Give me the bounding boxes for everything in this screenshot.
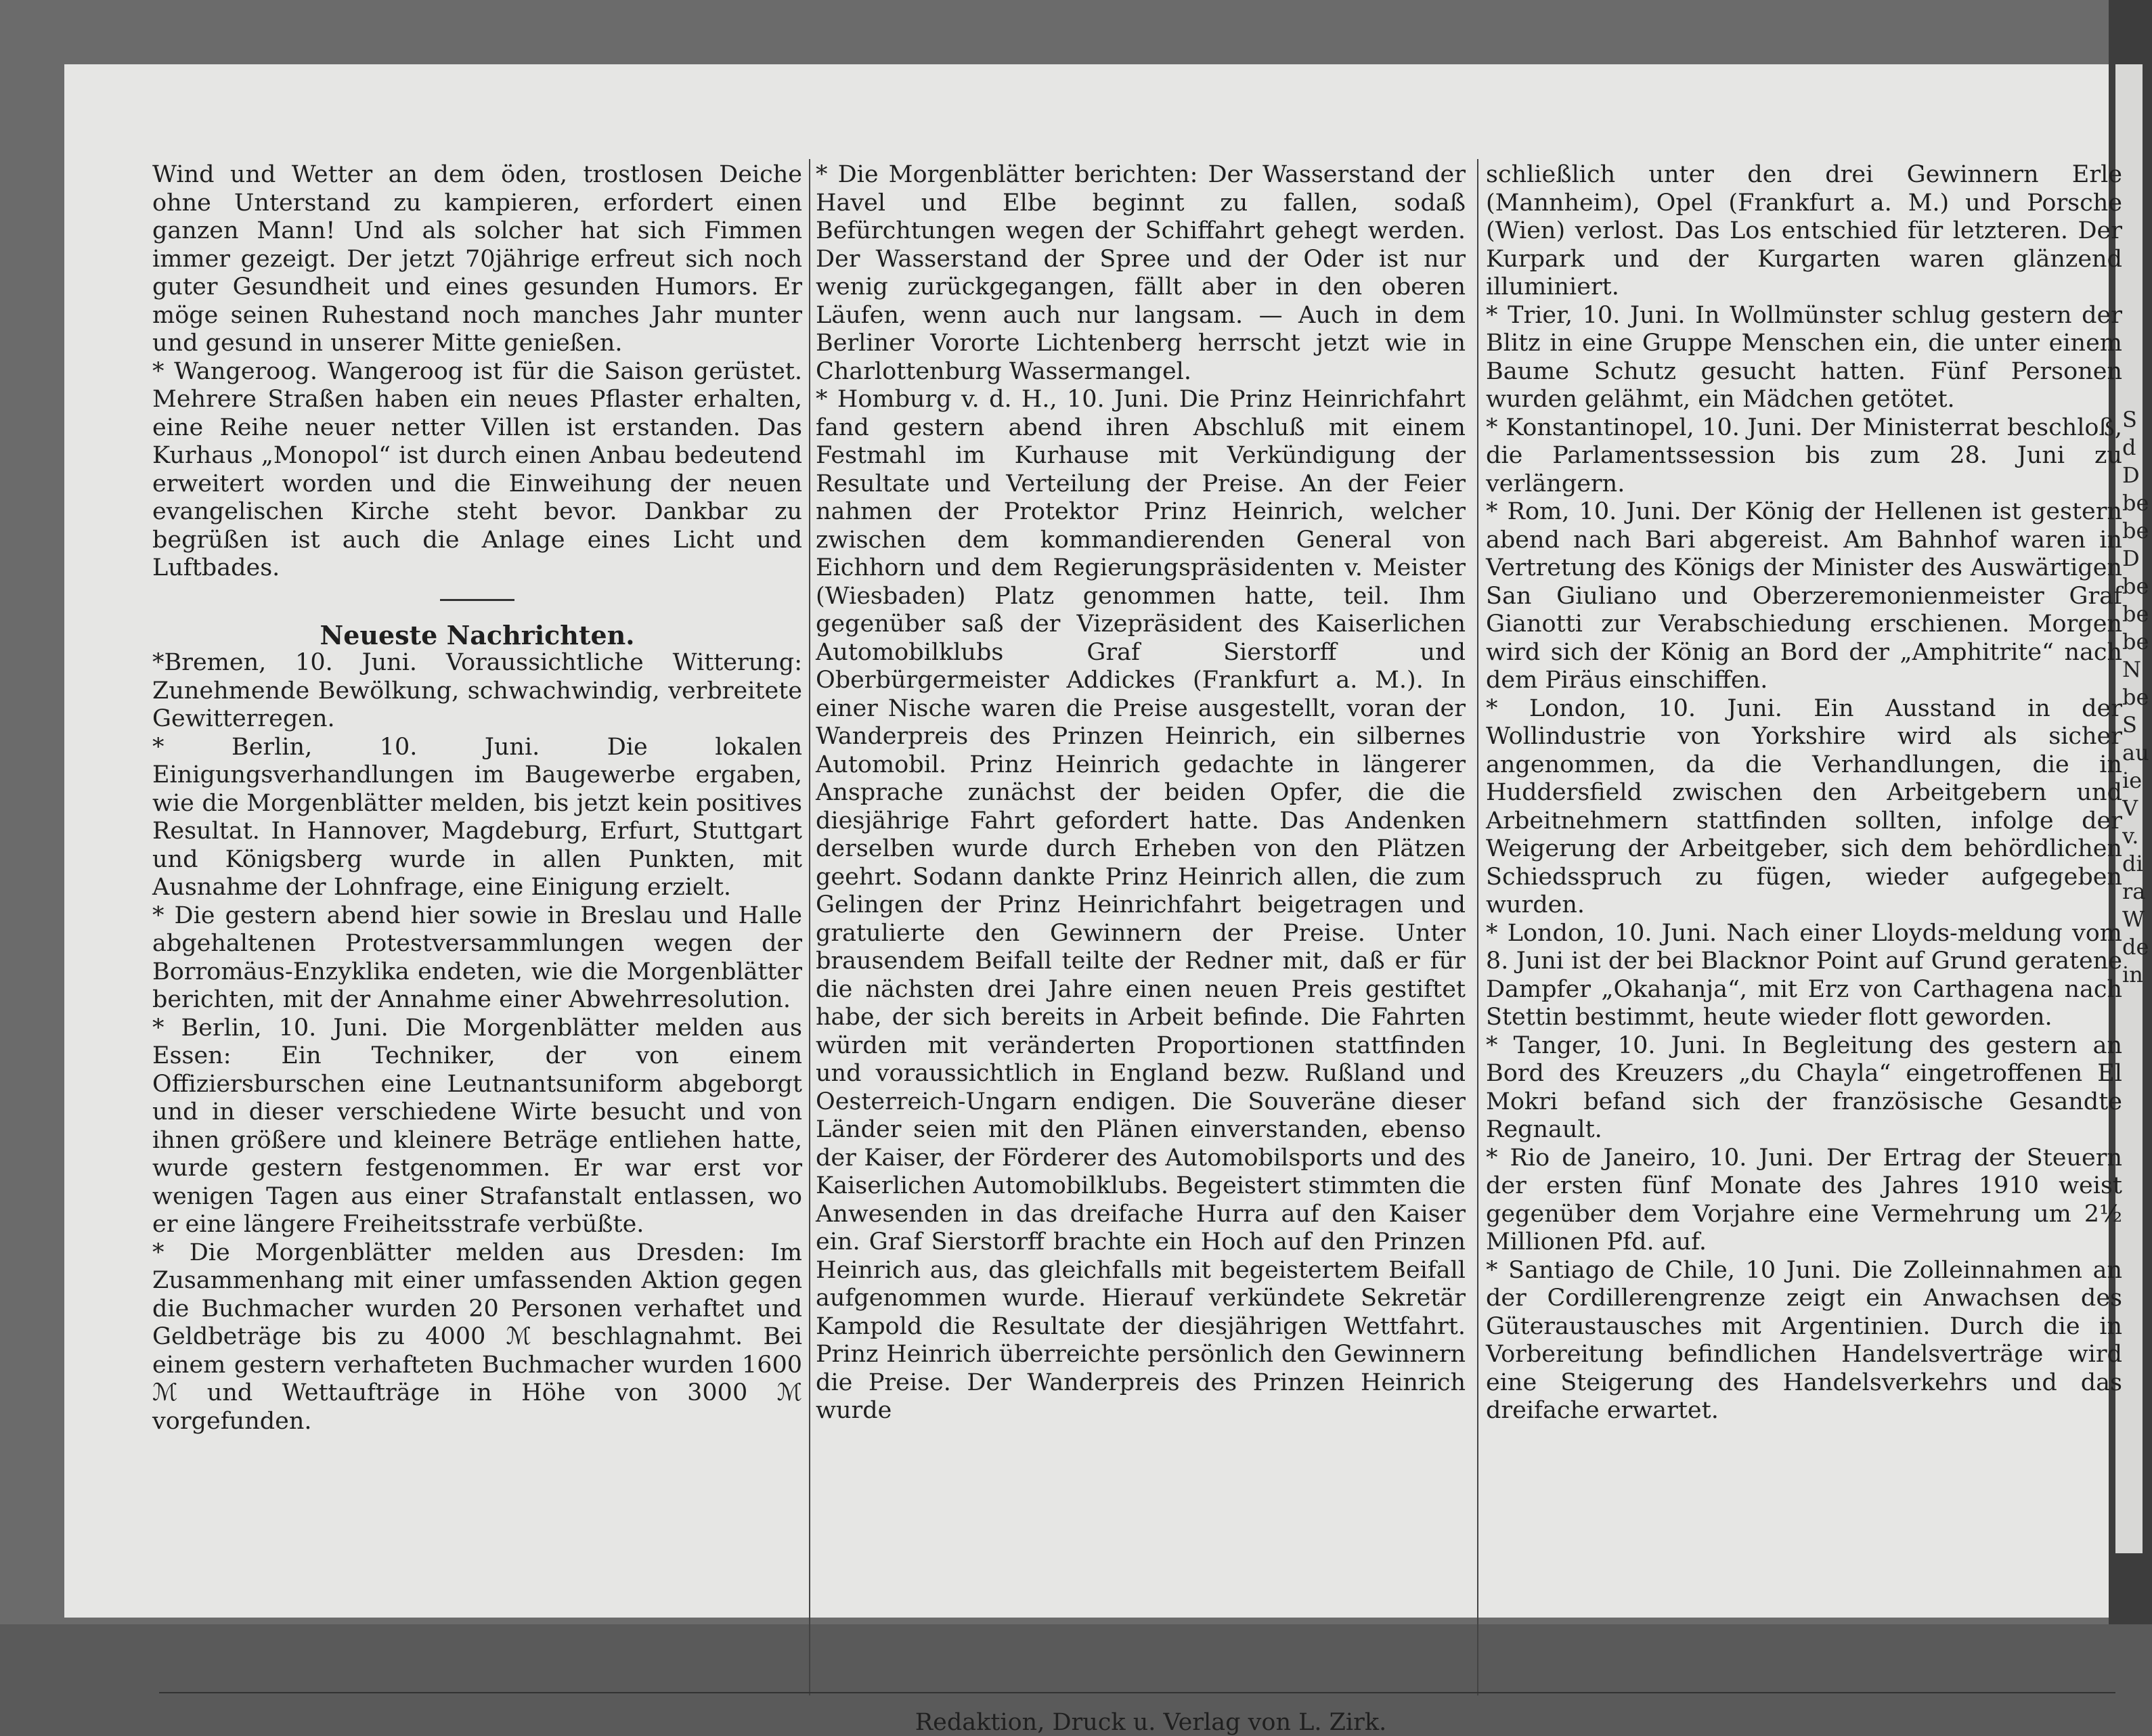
paragraph: * Wangeroog. Wangeroog ist für die Saison gerüstet. Mehrere Straßen haben ein neues Pflaster erhalten, eine Reihe neuer netter Villen ist erstanden. Das Kurhaus „Monopol“ ist durch einen Anbau bedeutend erweitert worden und die Einweihung der neuen evangelischen Kirche steht bevor. Dankbar zu begrüßen ist auch die Anlage eines Licht und Luftbades. [152, 357, 802, 581]
paragraph: * Die Morgenblätter melden aus Dresden: Im Zusammenhang mit einer umfassenden Aktion gegen die Buchmacher wurden 20 Personen verhaftet und Geldbeträge bis zu 4000 ℳ beschlagnahmt. Bei einem gestern verhafteten Buchmacher wurden 1600 ℳ und Wettaufträge in Höhe von 3000 ℳ vorgefunden. [152, 1239, 802, 1435]
section-heading: Neueste Nachrichten. [320, 619, 635, 650]
column-middle [816, 161, 1466, 1425]
paragraph: * Homburg v. d. H., 10. Juni. Die Prinz Heinrichfahrt fand gestern abend ihren Abschluß mit einem Festmahl im Kurhause mit Verkündigung der Resultate und Verteilung der Preise. An der Feier nahmen der Protektor Prinz Heinrich, welcher zwischen dem kommandierenden General von Eichhorn und dem Regierungspräsidenten v. Meister (Wiesbaden) Platz genommen hatte, teil. Ihm gegenüber saß der Vizepräsident des Kaiserlichen Automobilklubs Graf Sierstorff und Oberbürgermeister Addickes (Frankfurt a. M.). In einer Nische waren die Preise ausgestellt, voran der Wanderpreis des Prinzen Heinrich, ein silbernes Automobil. Prinz Heinrich gedachte in längerer Ansprache zunächst der beiden Opfer, die die diesjährige Fahrt gefordert hatte. Das Andenken derselben wurde durch Erheben von den Plätzen geehrt. Sodann dankte Prinz Heinrich allen, die zum Gelingen der Prinz Heinrichfahrt beigetragen und gratulierte den Gewinnern der Preise. Unter brausendem Beifall teilte der Redner mit, daß er für die nächsten drei Jahre einen neuen Preis gestiftet habe, der sich bereits in Arbeit befinde. Die Fahrten würden mit veränderten Proportionen stattfinden und voraussichtlich in England bezw. Rußland und Oesterreich-Ungarn endigen. Die Souveräne dieser Länder seien mit den Plänen einverstanden, ebenso der Kaiser, der Förderer des Automobilsports und des Kaiserlichen Automobilklubs. Begeistert stimmten die Anwesenden in das dreifache Hurra auf den Kaiser ein. Graf Sierstorff brachte ein Hoch auf den Prinzen Heinrich aus, das gleichfalls mit begeistertem Beifall aufgenommen wurde. Hierauf verkündete Sekretär Kampold die Resultate der diesjährigen Wettfahrt. Prinz Heinrich überreichte persönlich den Gewinnern die Preise. Der Wanderpreis des Prinzen Heinrich wurde [816, 386, 1466, 1424]
paragraph: Wind und Wetter an dem öden, trostlosen Deiche ohne Unterstand zu kampieren, erfordert einen ganzen Mann! Und als solcher hat sich Fimmen immer gezeigt. Der jetzt 70jährige erfreut sich noch guter Gesundheit und eines gesunden Humors. Er möge seinen Ruhestand noch manches Jahr munter und gesund in unserer Mitte genießen. [152, 161, 802, 357]
paragraph: * London, 10. Juni. Ein Ausstand in der Wollindustrie von Yorkshire wird als sicher angenommen, da die Verhandlungen, die in Huddersfield zwischen den Arbeitgebern und Arbeitnehmern stattfinden sollten, infolge der Weigerung der Arbeitgeber, sich dem behördlichen Schiedsspruch zu fügen, wieder aufgegeben wurden. [1486, 694, 2122, 918]
bottom-rule [159, 1692, 2115, 1693]
adjacent-page-margin-text: S d D be be D be be be N be S au ie V v. di ra W de in [2122, 407, 2149, 987]
column-left [152, 161, 802, 1435]
column-rule [809, 159, 810, 1695]
paragraph: * Trier, 10. Juni. In Wollmünster schlug gestern der Blitz in eine Gruppe Menschen ein, die unter einem Baume Schutz gesucht hatten. Fünf Personen wurden gelähmt, ein Mädchen getötet. [1486, 301, 2122, 413]
paragraph: * Berlin, 10. Juni. Die Morgenblätter melden aus Essen: Ein Techniker, der von einem Offiziersburschen eine Leutnantsuniform abgeborgt und in dieser verschiedene Wirte besucht und von ihnen größere und kleinere Beträge entliehen hatte, wurde gestern festgenommen. Er war erst vor wenigen Tagen aus einer Strafanstalt entlassen, wo er eine längere Freiheitsstrafe verbüßte. [152, 1014, 802, 1238]
paragraph: * Konstantinopel, 10. Juni. Der Ministerrat beschloß, die Parlamentssession bis zum 28. Juni zu verlängern. [1486, 414, 2122, 497]
paragraph: * Die Morgenblätter berichten: Der Wasserstand der Havel und Elbe beginnt zu fallen, sodaß Befürchtungen wegen der Schiffahrt gehegt werden. Der Wasserstand der Spree und der Oder ist nur wenig zurückgegangen, fällt aber in den oberen Läufen, wenn auch nur langsam. — Auch in dem Berliner Vororte Lichtenberg herrscht jetzt wie in Charlottenburg Wassermangel. [816, 161, 1466, 385]
paragraph: schließlich unter den drei Gewinnern Erle (Mannheim), Opel (Frankfurt a. M.) und Porsche (Wien) verlost. Das Los entschied für letzteren. Der Kurpark und der Kurgarten waren glänzend illuminiert. [1486, 161, 2122, 301]
paragraph: * London, 10. Juni. Nach einer Lloyds-meldung vom 8. Juni ist der bei Blacknor Point auf Grund geratene Dampfer „Okahanja“, mit Erz von Carthagena nach Stettin bestimmt, heute wieder flott geworden. [1486, 919, 2122, 1031]
paragraph: * Santiago de Chile, 10 Juni. Die Zolleinnahmen an der Cordillerengrenze zeigt ein Anwachsen des Güteraustausches mit Argentinien. Durch die in Vorbereitung befindlichen Handelsverträge wird eine Steigerung des Handelsverkehrs und das dreifache erwartet. [1486, 1256, 2122, 1424]
paragraph: *Bremen, 10. Juni. Voraussichtliche Witterung: Zunehmende Bewölkung, schwachwindig, verbreitete Gewitterregen. [152, 649, 802, 732]
separator [440, 599, 514, 601]
column-right [1486, 161, 2122, 1425]
paragraph: * Tanger, 10. Juni. In Begleitung des gestern an Bord des Kreuzers „du Chayla“ eingetroffenen El Mokri befand sich der französische Gesandte Regnault. [1486, 1031, 2122, 1143]
paragraph: * Die gestern abend hier sowie in Breslau und Halle abgehaltenen Protestversammlungen wegen der Borromäus-Enzyklika endeten, wie die Morgenblätter berichten, mit der Annahme einer Abwehrresolution. [152, 902, 802, 1013]
paragraph: * Rom, 10. Juni. Der König der Hellenen ist gestern abend nach Bari abgereist. Am Bahnhof waren in Vertretung des Königs der Minister des Auswärtigen San Giuliano und Oberzeremonienmeister Graf Gianotti zur Verabschiedung erschienen. Morgen wird sich der König an Bord der „Amphitrite“ nach dem Piräus einschiffen. [1486, 498, 2122, 694]
paragraph: * Berlin, 10. Juni. Die lokalen Einigungsverhandlungen im Baugewerbe ergaben, wie die Morgenblätter melden, bis jetzt kein positives Resultat. In Hannover, Magdeburg, Erfurt, Stuttgart und Königsberg wurde in allen Punkten, mit Ausnahme der Lohnfrage, eine Einigung erzielt. [152, 733, 802, 901]
imprint-footer: Redaktion, Druck u. Verlag von L. Zirk. [915, 1709, 1387, 1736]
column-rule [1477, 159, 1478, 1695]
paragraph: * Rio de Janeiro, 10. Juni. Der Ertrag der Steuern der ersten fünf Monate des Jahres 1910 weist gegenüber dem Vorjahre eine Vermehrung um 2½ Millionen Pfd. auf. [1486, 1144, 2122, 1255]
